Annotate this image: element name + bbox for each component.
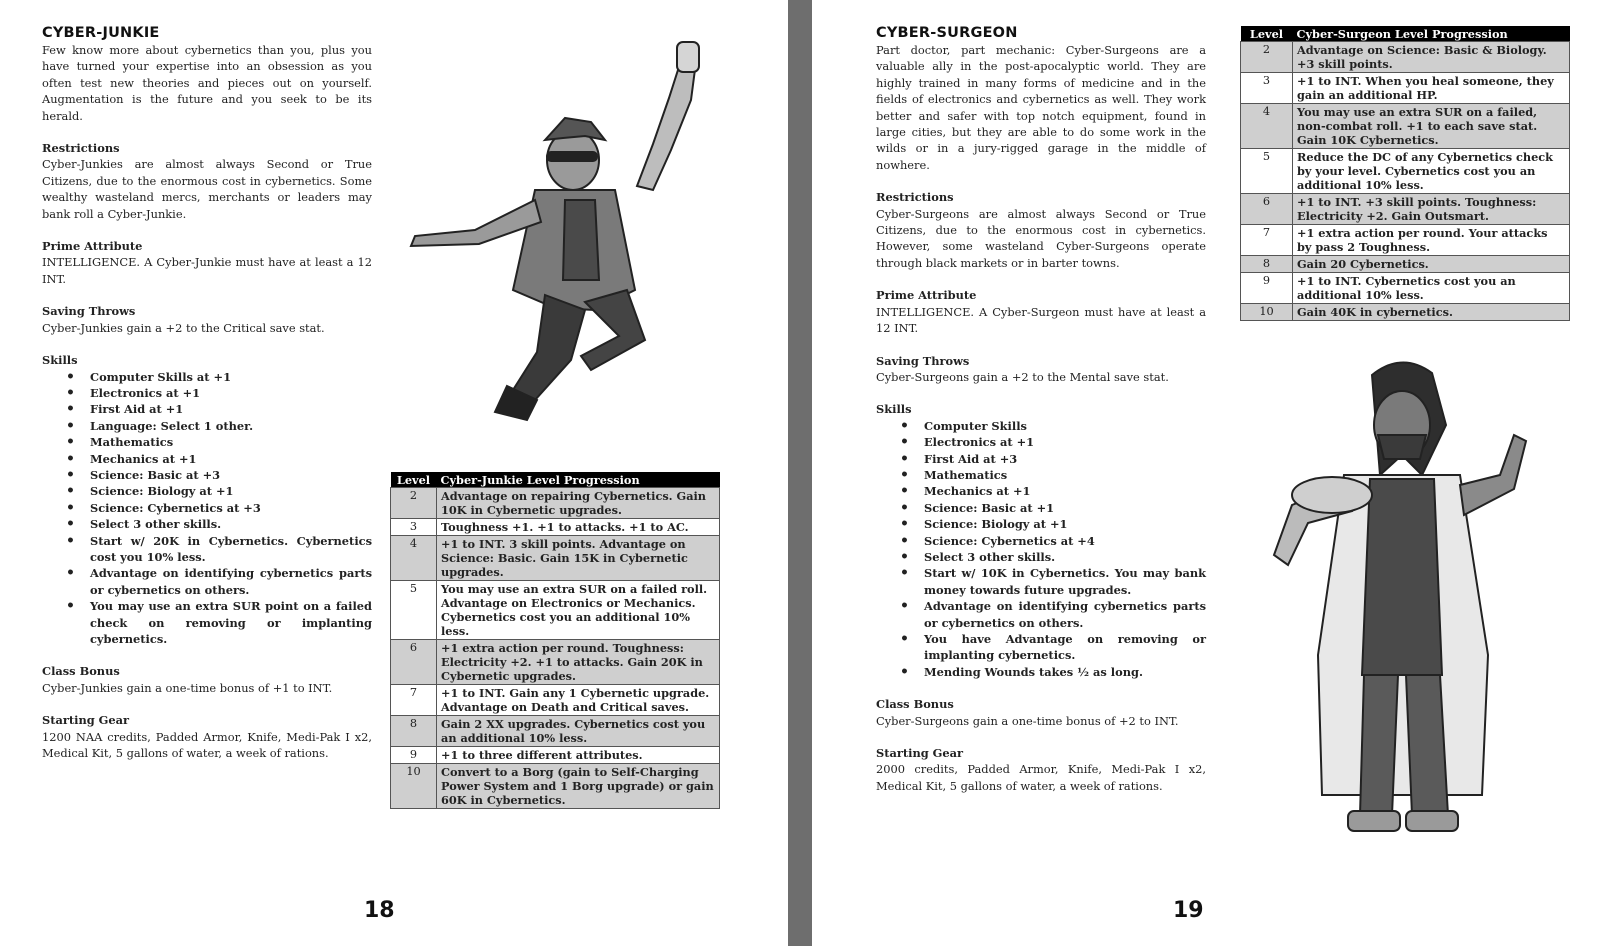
table-row (391, 685, 720, 716)
level-cell: 2 (391, 488, 437, 519)
skill-item: • Computer Skills (924, 418, 1206, 434)
saving-throws-heading: Saving Throws (876, 353, 970, 368)
class-intro: Part doctor, part mechanic: Cyber-Surgeons are a valuable ally in the post-apocalyptic world. They are highly trained in many forms of medicine and in the fields of electronics and cybernetics as well. They work better and safer with top notch equipment, found in large cities, but they are able to do some work in the wilds or in a jury-rigged garage in the middle of nowhere. (876, 43, 1206, 172)
cyber-junkie-illustration (395, 40, 725, 430)
table-row (391, 536, 720, 581)
skill-item: • Science: Biology at +1 (924, 516, 1206, 532)
class-intro: Few know more about cybernetics than you, plus you have turned your expertise into an obsession as you often test new theories and pieces out on yourself. Augmentation is the future and you seek to be its herald. (42, 43, 372, 123)
class-bonus-heading: Class Bonus (876, 697, 954, 712)
level-cell: 4 (1241, 104, 1293, 149)
benefit-cell: +1 to three different attributes. (437, 747, 720, 764)
prime-attribute-heading: Prime Attribute (876, 288, 977, 303)
table-row (1241, 73, 1570, 104)
level-cell: 4 (391, 536, 437, 581)
benefit-cell: Advantage on repairing Cybernetics. Gain 10K in Cybernetic upgrades. (437, 488, 720, 519)
starting-gear-heading: Starting Gear (876, 746, 964, 761)
starting-gear-heading: Starting Gear (42, 713, 130, 728)
cyber-junkie-progression-table (390, 472, 720, 809)
level-cell: 6 (391, 640, 437, 685)
skill-item: • First Aid at +1 (90, 401, 372, 417)
level-cell: 10 (391, 764, 437, 809)
skill-item: • Science: Biology at +1 (90, 483, 372, 499)
class-bonus-heading: Class Bonus (42, 664, 120, 679)
table-row (1241, 104, 1570, 149)
skills-list (876, 418, 1206, 681)
class-bonus-text: Cyber-Surgeons gain a one-time bonus of +2 to INT. (876, 713, 1179, 728)
skill-item: • Select 3 other skills. (924, 549, 1206, 565)
skill-item: • Science: Cybernetics at +4 (924, 533, 1206, 549)
class-title: CYBER-JUNKIE (42, 25, 160, 41)
skill-item: • You have Advantage on removing or implanting cybernetics. (924, 631, 1206, 664)
saving-throws-heading: Saving Throws (42, 304, 136, 319)
skill-item: • Science: Basic at +1 (924, 500, 1206, 516)
skill-item: • Advantage on identifying cybernetics parts or cybernetics on others. (90, 565, 372, 598)
level-cell: 9 (391, 747, 437, 764)
level-cell: 10 (1241, 304, 1293, 321)
benefit-cell: +1 to INT. +3 skill points. Toughness: Electricity +2. Gain Outsmart. (1293, 194, 1570, 225)
table-header-level: Level (391, 472, 437, 488)
page-right (812, 0, 1608, 946)
benefit-cell: Toughness +1. +1 to attacks. +1 to AC. (437, 519, 720, 536)
restrictions-text: Cyber-Surgeons are almost always Second or True Citizens, due to the enormous cost in cybernetics. However, some wasteland Cyber-Surgeons operate through black markets or in barter towns. (876, 206, 1206, 270)
level-cell: 8 (391, 716, 437, 747)
benefit-cell: Convert to a Borg (gain to Self-Charging Power System and 1 Borg upgrade) or gain 60K in Cybernetics. (437, 764, 720, 809)
table-row (1241, 304, 1570, 321)
saving-throws-text: Cyber-Surgeons gain a +2 to the Mental save stat. (876, 369, 1169, 384)
table-row (1241, 256, 1570, 273)
prime-attribute-text: INTELLIGENCE. A Cyber-Surgeon must have at least a 12 INT. (876, 304, 1206, 336)
table-row (1241, 149, 1570, 194)
table-row (391, 764, 720, 809)
benefit-cell: +1 to INT. Gain any 1 Cybernetic upgrade. Advantage on Death and Critical saves. (437, 685, 720, 716)
page-left (0, 0, 788, 946)
starting-gear-text: 1200 NAA credits, Padded Armor, Knife, Medi-Pak I x2, Medical Kit, 5 gallons of water, a week of rations. (42, 729, 372, 761)
cyber-surgeon-progression-table (1240, 26, 1570, 321)
table-row (1241, 225, 1570, 256)
benefit-cell: +1 to INT. 3 skill points. Advantage on Science: Basic. Gain 15K in Cybernetic upgrades. (437, 536, 720, 581)
level-cell: 8 (1241, 256, 1293, 273)
skill-item: • Electronics at +1 (90, 385, 372, 401)
skill-item: • Mechanics at +1 (90, 451, 372, 467)
benefit-cell: +1 extra action per round. Your attacks by pass 2 Toughness. (1293, 225, 1570, 256)
class-title: CYBER-SURGEON (876, 25, 1018, 41)
table-header-level: Level (1241, 26, 1293, 42)
table-row (1241, 194, 1570, 225)
prime-attribute-text: INTELLIGENCE. A Cyber-Junkie must have at least a 12 INT. (42, 255, 372, 286)
table-row (391, 488, 720, 519)
skill-item: • Mending Wounds takes ½ as long. (924, 664, 1206, 680)
skill-item: • You may use an extra SUR point on a failed check on removing or implanting cybernetics. (90, 598, 372, 647)
table-header-title: Cyber-Junkie Level Progression (437, 472, 720, 488)
level-cell: 3 (391, 519, 437, 536)
level-cell: 9 (1241, 273, 1293, 304)
level-cell: 3 (1241, 73, 1293, 104)
skill-item: • Select 3 other skills. (90, 516, 372, 532)
level-cell: 2 (1241, 42, 1293, 73)
level-cell: 7 (1241, 225, 1293, 256)
table-row (391, 716, 720, 747)
benefit-cell: Gain 2 XX upgrades. Cybernetics cost you an additional 10% less. (437, 716, 720, 747)
benefit-cell: Gain 20 Cybernetics. (1293, 256, 1570, 273)
page-number: 19 (1173, 898, 1204, 923)
skills-heading: Skills (876, 402, 912, 417)
table-row (391, 581, 720, 640)
skill-item: • Mathematics (924, 467, 1206, 483)
level-cell: 5 (1241, 149, 1293, 194)
prime-attribute-heading: Prime Attribute (42, 239, 143, 254)
benefit-cell: +1 extra action per round. Toughness: Electricity +2. +1 to attacks. Gain 20K in Cybernetic upgrades. (437, 640, 720, 685)
skills-heading: Skills (42, 353, 78, 368)
starting-gear-text: 2000 credits, Padded Armor, Knife, Medi-Pak I x2, Medical Kit, 5 gallons of water, a week of rations. (876, 762, 1206, 793)
benefit-cell: You may use an extra SUR on a failed, non-combat roll. +1 to each save stat. Gain 10K Cybernetics. (1293, 104, 1570, 149)
benefit-cell: Reduce the DC of any Cybernetics check by your level. Cybernetics cost you an additional 10% less. (1293, 149, 1570, 194)
restrictions-text: Cyber-Junkies are almost always Second or True Citizens, due to the enormous cost in cybernetics. Some wealthy wasteland mercs, merchants or leaders may bank roll a Cyber-Junkie. (42, 157, 372, 221)
level-cell: 7 (391, 685, 437, 716)
skill-item: • Mechanics at +1 (924, 483, 1206, 499)
cyber-junkie-text-column (42, 24, 372, 761)
table-row (1241, 42, 1570, 73)
page-number: 18 (364, 898, 395, 923)
restrictions-heading: Restrictions (876, 190, 954, 205)
skill-item: • First Aid at +3 (924, 451, 1206, 467)
skill-item: • Language: Select 1 other. (90, 418, 372, 434)
skill-item: • Start w/ 20K in Cybernetics. Cybernetics cost you 10% less. (90, 533, 372, 566)
skill-item: • Computer Skills at +1 (90, 369, 372, 385)
saving-throws-text: Cyber-Junkies gain a +2 to the Critical save stat. (42, 320, 325, 335)
skill-item: • Science: Basic at +3 (90, 467, 372, 483)
benefit-cell: Advantage on Science: Basic & Biology. +3 skill points. (1293, 42, 1570, 73)
benefit-cell: You may use an extra SUR on a failed roll. Advantage on Electronics or Mechanics. Cybernetics cost you an additional 10% less. (437, 581, 720, 640)
skill-item: • Electronics at +1 (924, 434, 1206, 450)
table-header-title: Cyber-Surgeon Level Progression (1293, 26, 1570, 42)
benefit-cell: +1 to INT. Cybernetics cost you an additional 10% less. (1293, 273, 1570, 304)
table-row (391, 640, 720, 685)
book-gutter (788, 0, 812, 946)
skills-list (42, 369, 372, 648)
skill-item: • Advantage on identifying cybernetics parts or cybernetics on others. (924, 598, 1206, 631)
cyber-surgeon-text-column (876, 24, 1206, 794)
table-row (391, 519, 720, 536)
cyber-surgeon-illustration (1252, 355, 1552, 855)
table-row (391, 747, 720, 764)
skill-item: • Mathematics (90, 434, 372, 450)
table-row (1241, 273, 1570, 304)
level-cell: 6 (1241, 194, 1293, 225)
benefit-cell: +1 to INT. When you heal someone, they gain an additional HP. (1293, 73, 1570, 104)
restrictions-heading: Restrictions (42, 141, 120, 156)
level-cell: 5 (391, 581, 437, 640)
class-bonus-text: Cyber-Junkies gain a one-time bonus of +1 to INT. (42, 680, 333, 695)
skill-item: • Start w/ 10K in Cybernetics. You may bank money towards future upgrades. (924, 565, 1206, 598)
benefit-cell: Gain 40K in cybernetics. (1293, 304, 1570, 321)
skill-item: • Science: Cybernetics at +3 (90, 500, 372, 516)
